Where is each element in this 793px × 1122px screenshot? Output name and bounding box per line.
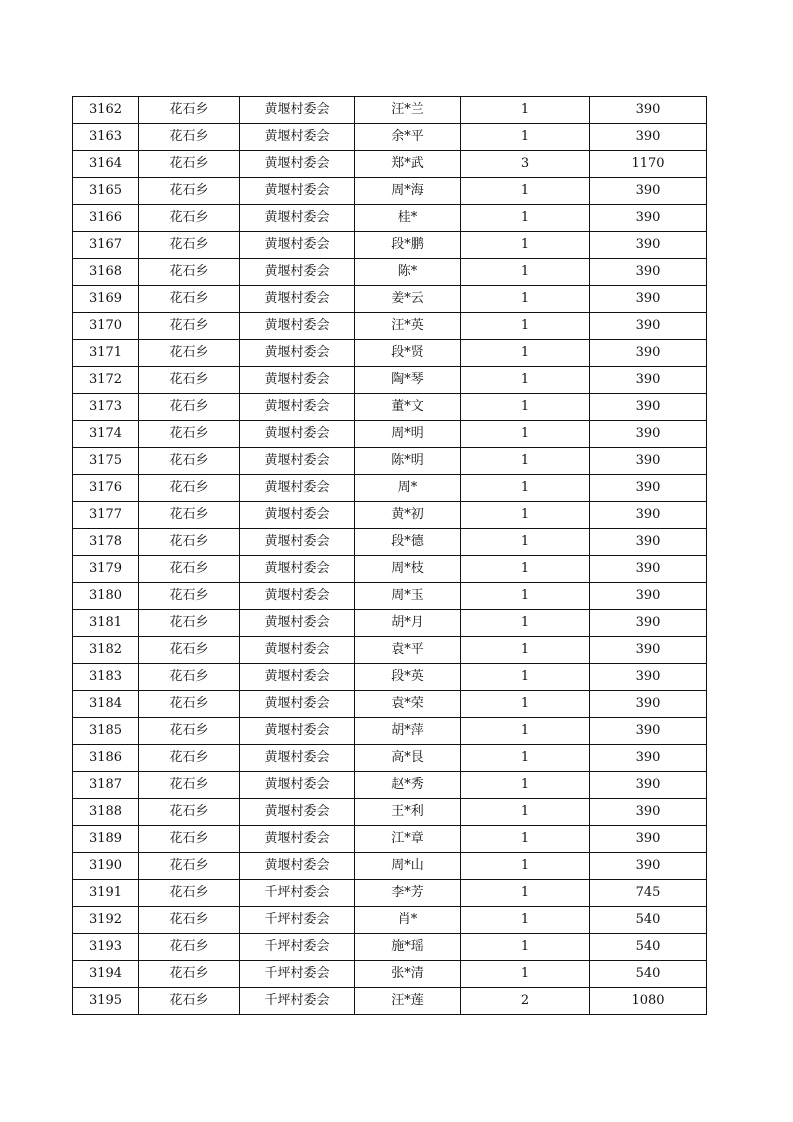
village-committee-cell: 黄堰村委会	[240, 313, 355, 340]
village-committee-cell: 黄堰村委会	[240, 745, 355, 772]
table-row	[73, 178, 707, 205]
village-committee-cell: 千坪村委会	[240, 907, 355, 934]
table-row	[73, 529, 707, 556]
amount-cell: 390	[590, 556, 707, 583]
village-committee-cell: 黄堰村委会	[240, 610, 355, 637]
table-row	[73, 934, 707, 961]
amount-cell: 745	[590, 880, 707, 907]
table-row	[73, 97, 707, 124]
name-cell: 江*章	[355, 826, 461, 853]
row-number-cell: 3187	[73, 772, 139, 799]
amount-cell: 390	[590, 313, 707, 340]
township-cell: 花石乡	[139, 529, 240, 556]
township-cell: 花石乡	[139, 394, 240, 421]
village-committee-cell: 黄堰村委会	[240, 583, 355, 610]
row-number-cell: 3167	[73, 232, 139, 259]
amount-cell: 390	[590, 745, 707, 772]
count-cell: 1	[461, 691, 590, 718]
amount-cell: 390	[590, 691, 707, 718]
row-number-cell: 3178	[73, 529, 139, 556]
name-cell: 段*英	[355, 664, 461, 691]
count-cell: 1	[461, 421, 590, 448]
amount-cell: 390	[590, 448, 707, 475]
row-number-cell: 3162	[73, 97, 139, 124]
township-cell: 花石乡	[139, 205, 240, 232]
amount-cell: 390	[590, 421, 707, 448]
table-row	[73, 367, 707, 394]
village-committee-cell: 黄堰村委会	[240, 502, 355, 529]
township-cell: 花石乡	[139, 853, 240, 880]
name-cell: 桂*	[355, 205, 461, 232]
name-cell: 周*山	[355, 853, 461, 880]
row-number-cell: 3171	[73, 340, 139, 367]
village-committee-cell: 黄堰村委会	[240, 286, 355, 313]
name-cell: 周*	[355, 475, 461, 502]
name-cell: 袁*荣	[355, 691, 461, 718]
name-cell: 赵*秀	[355, 772, 461, 799]
count-cell: 1	[461, 232, 590, 259]
amount-cell: 390	[590, 340, 707, 367]
township-cell: 花石乡	[139, 691, 240, 718]
count-cell: 1	[461, 97, 590, 124]
village-committee-cell: 黄堰村委会	[240, 556, 355, 583]
count-cell: 1	[461, 475, 590, 502]
count-cell: 1	[461, 178, 590, 205]
village-committee-cell: 黄堰村委会	[240, 259, 355, 286]
row-number-cell: 3195	[73, 988, 139, 1015]
name-cell: 陶*琴	[355, 367, 461, 394]
name-cell: 周*枝	[355, 556, 461, 583]
village-committee-cell: 黄堰村委会	[240, 637, 355, 664]
table-row	[73, 691, 707, 718]
table-row	[73, 907, 707, 934]
township-cell: 花石乡	[139, 151, 240, 178]
row-number-cell: 3184	[73, 691, 139, 718]
name-cell: 陈*	[355, 259, 461, 286]
count-cell: 1	[461, 394, 590, 421]
village-committee-cell: 黄堰村委会	[240, 232, 355, 259]
amount-cell: 390	[590, 583, 707, 610]
township-cell: 花石乡	[139, 988, 240, 1015]
township-cell: 花石乡	[139, 421, 240, 448]
table-row	[73, 502, 707, 529]
count-cell: 1	[461, 961, 590, 988]
table-row	[73, 124, 707, 151]
amount-cell: 390	[590, 205, 707, 232]
township-cell: 花石乡	[139, 745, 240, 772]
amount-cell: 540	[590, 934, 707, 961]
table-row	[73, 394, 707, 421]
township-cell: 花石乡	[139, 502, 240, 529]
count-cell: 1	[461, 772, 590, 799]
count-cell: 1	[461, 502, 590, 529]
amount-cell: 540	[590, 907, 707, 934]
name-cell: 肖*	[355, 907, 461, 934]
name-cell: 张*清	[355, 961, 461, 988]
table-row	[73, 421, 707, 448]
amount-cell: 390	[590, 826, 707, 853]
count-cell: 1	[461, 880, 590, 907]
name-cell: 段*德	[355, 529, 461, 556]
village-committee-cell: 黄堰村委会	[240, 421, 355, 448]
amount-cell: 390	[590, 178, 707, 205]
amount-cell: 390	[590, 394, 707, 421]
village-committee-cell: 黄堰村委会	[240, 529, 355, 556]
village-committee-cell: 黄堰村委会	[240, 718, 355, 745]
name-cell: 袁*平	[355, 637, 461, 664]
amount-cell: 390	[590, 124, 707, 151]
village-committee-cell: 黄堰村委会	[240, 97, 355, 124]
count-cell: 1	[461, 907, 590, 934]
amount-cell: 390	[590, 799, 707, 826]
count-cell: 1	[461, 583, 590, 610]
table-row	[73, 772, 707, 799]
table-row	[73, 664, 707, 691]
village-committee-cell: 黄堰村委会	[240, 178, 355, 205]
table-row	[73, 961, 707, 988]
row-number-cell: 3186	[73, 745, 139, 772]
count-cell: 2	[461, 988, 590, 1015]
amount-cell: 390	[590, 502, 707, 529]
amount-cell: 390	[590, 529, 707, 556]
table-row	[73, 259, 707, 286]
village-committee-cell: 黄堰村委会	[240, 664, 355, 691]
amount-cell: 390	[590, 610, 707, 637]
village-committee-cell: 黄堰村委会	[240, 124, 355, 151]
row-number-cell: 3175	[73, 448, 139, 475]
row-number-cell: 3189	[73, 826, 139, 853]
row-number-cell: 3169	[73, 286, 139, 313]
name-cell: 周*玉	[355, 583, 461, 610]
township-cell: 花石乡	[139, 556, 240, 583]
row-number-cell: 3191	[73, 880, 139, 907]
table-row	[73, 448, 707, 475]
village-committee-cell: 黄堰村委会	[240, 772, 355, 799]
township-cell: 花石乡	[139, 448, 240, 475]
village-committee-cell: 千坪村委会	[240, 988, 355, 1015]
table-row	[73, 556, 707, 583]
township-cell: 花石乡	[139, 313, 240, 340]
table-row	[73, 718, 707, 745]
name-cell: 王*利	[355, 799, 461, 826]
table-row	[73, 880, 707, 907]
name-cell: 周*海	[355, 178, 461, 205]
count-cell: 1	[461, 637, 590, 664]
township-cell: 花石乡	[139, 907, 240, 934]
name-cell: 黄*初	[355, 502, 461, 529]
name-cell: 段*贤	[355, 340, 461, 367]
count-cell: 3	[461, 151, 590, 178]
name-cell: 段*鹏	[355, 232, 461, 259]
table-row	[73, 286, 707, 313]
name-cell: 施*瑶	[355, 934, 461, 961]
village-committee-cell: 黄堰村委会	[240, 340, 355, 367]
row-number-cell: 3182	[73, 637, 139, 664]
row-number-cell: 3176	[73, 475, 139, 502]
township-cell: 花石乡	[139, 232, 240, 259]
amount-cell: 390	[590, 637, 707, 664]
amount-cell: 1080	[590, 988, 707, 1015]
count-cell: 1	[461, 664, 590, 691]
row-number-cell: 3194	[73, 961, 139, 988]
row-number-cell: 3192	[73, 907, 139, 934]
count-cell: 1	[461, 448, 590, 475]
table-row	[73, 745, 707, 772]
row-number-cell: 3166	[73, 205, 139, 232]
village-committee-cell: 千坪村委会	[240, 961, 355, 988]
row-number-cell: 3170	[73, 313, 139, 340]
table-row	[73, 799, 707, 826]
amount-cell: 390	[590, 97, 707, 124]
village-committee-cell: 黄堰村委会	[240, 826, 355, 853]
name-cell: 董*文	[355, 394, 461, 421]
amount-cell: 390	[590, 367, 707, 394]
row-number-cell: 3165	[73, 178, 139, 205]
count-cell: 1	[461, 367, 590, 394]
table-row	[73, 313, 707, 340]
count-cell: 1	[461, 286, 590, 313]
amount-cell: 390	[590, 664, 707, 691]
count-cell: 1	[461, 934, 590, 961]
name-cell: 郑*武	[355, 151, 461, 178]
count-cell: 1	[461, 205, 590, 232]
village-committee-cell: 黄堰村委会	[240, 853, 355, 880]
township-cell: 花石乡	[139, 799, 240, 826]
township-cell: 花石乡	[139, 961, 240, 988]
township-cell: 花石乡	[139, 934, 240, 961]
row-number-cell: 3185	[73, 718, 139, 745]
amount-cell: 540	[590, 961, 707, 988]
village-committee-cell: 黄堰村委会	[240, 448, 355, 475]
table-row	[73, 340, 707, 367]
table-row	[73, 475, 707, 502]
count-cell: 1	[461, 340, 590, 367]
table-row	[73, 205, 707, 232]
row-number-cell: 3183	[73, 664, 139, 691]
count-cell: 1	[461, 799, 590, 826]
row-number-cell: 3190	[73, 853, 139, 880]
amount-cell: 390	[590, 475, 707, 502]
row-number-cell: 3193	[73, 934, 139, 961]
name-cell: 姜*云	[355, 286, 461, 313]
row-number-cell: 3181	[73, 610, 139, 637]
row-number-cell: 3180	[73, 583, 139, 610]
amount-cell: 390	[590, 772, 707, 799]
row-number-cell: 3168	[73, 259, 139, 286]
table-row	[73, 583, 707, 610]
name-cell: 李*芳	[355, 880, 461, 907]
township-cell: 花石乡	[139, 583, 240, 610]
row-number-cell: 3163	[73, 124, 139, 151]
count-cell: 1	[461, 259, 590, 286]
village-committee-cell: 黄堰村委会	[240, 205, 355, 232]
township-cell: 花石乡	[139, 124, 240, 151]
amount-cell: 390	[590, 286, 707, 313]
village-committee-cell: 黄堰村委会	[240, 367, 355, 394]
name-cell: 汪*英	[355, 313, 461, 340]
township-cell: 花石乡	[139, 610, 240, 637]
row-number-cell: 3188	[73, 799, 139, 826]
row-number-cell: 3164	[73, 151, 139, 178]
township-cell: 花石乡	[139, 880, 240, 907]
name-cell: 汪*兰	[355, 97, 461, 124]
count-cell: 1	[461, 718, 590, 745]
township-cell: 花石乡	[139, 340, 240, 367]
table-body	[73, 97, 707, 1015]
village-committee-cell: 千坪村委会	[240, 880, 355, 907]
count-cell: 1	[461, 124, 590, 151]
amount-cell: 1170	[590, 151, 707, 178]
row-number-cell: 3177	[73, 502, 139, 529]
table-row	[73, 637, 707, 664]
township-cell: 花石乡	[139, 475, 240, 502]
table-row	[73, 853, 707, 880]
count-cell: 1	[461, 853, 590, 880]
row-number-cell: 3179	[73, 556, 139, 583]
township-cell: 花石乡	[139, 286, 240, 313]
count-cell: 1	[461, 556, 590, 583]
village-committee-cell: 黄堰村委会	[240, 691, 355, 718]
table-row	[73, 232, 707, 259]
township-cell: 花石乡	[139, 826, 240, 853]
amount-cell: 390	[590, 232, 707, 259]
name-cell: 周*明	[355, 421, 461, 448]
name-cell: 胡*月	[355, 610, 461, 637]
table-row	[73, 988, 707, 1015]
table-row	[73, 826, 707, 853]
table-row	[73, 151, 707, 178]
name-cell: 汪*莲	[355, 988, 461, 1015]
township-cell: 花石乡	[139, 259, 240, 286]
row-number-cell: 3173	[73, 394, 139, 421]
count-cell: 1	[461, 529, 590, 556]
count-cell: 1	[461, 313, 590, 340]
count-cell: 1	[461, 826, 590, 853]
township-cell: 花石乡	[139, 772, 240, 799]
township-cell: 花石乡	[139, 637, 240, 664]
village-committee-cell: 黄堰村委会	[240, 394, 355, 421]
township-cell: 花石乡	[139, 664, 240, 691]
village-committee-cell: 千坪村委会	[240, 934, 355, 961]
village-committee-cell: 黄堰村委会	[240, 799, 355, 826]
township-cell: 花石乡	[139, 178, 240, 205]
data-table	[72, 96, 707, 1015]
name-cell: 余*平	[355, 124, 461, 151]
village-committee-cell: 黄堰村委会	[240, 475, 355, 502]
amount-cell: 390	[590, 259, 707, 286]
name-cell: 胡*萍	[355, 718, 461, 745]
row-number-cell: 3172	[73, 367, 139, 394]
table-row	[73, 610, 707, 637]
row-number-cell: 3174	[73, 421, 139, 448]
township-cell: 花石乡	[139, 367, 240, 394]
township-cell: 花石乡	[139, 97, 240, 124]
township-cell: 花石乡	[139, 718, 240, 745]
count-cell: 1	[461, 610, 590, 637]
amount-cell: 390	[590, 718, 707, 745]
name-cell: 陈*明	[355, 448, 461, 475]
name-cell: 高*艮	[355, 745, 461, 772]
count-cell: 1	[461, 745, 590, 772]
village-committee-cell: 黄堰村委会	[240, 151, 355, 178]
amount-cell: 390	[590, 853, 707, 880]
